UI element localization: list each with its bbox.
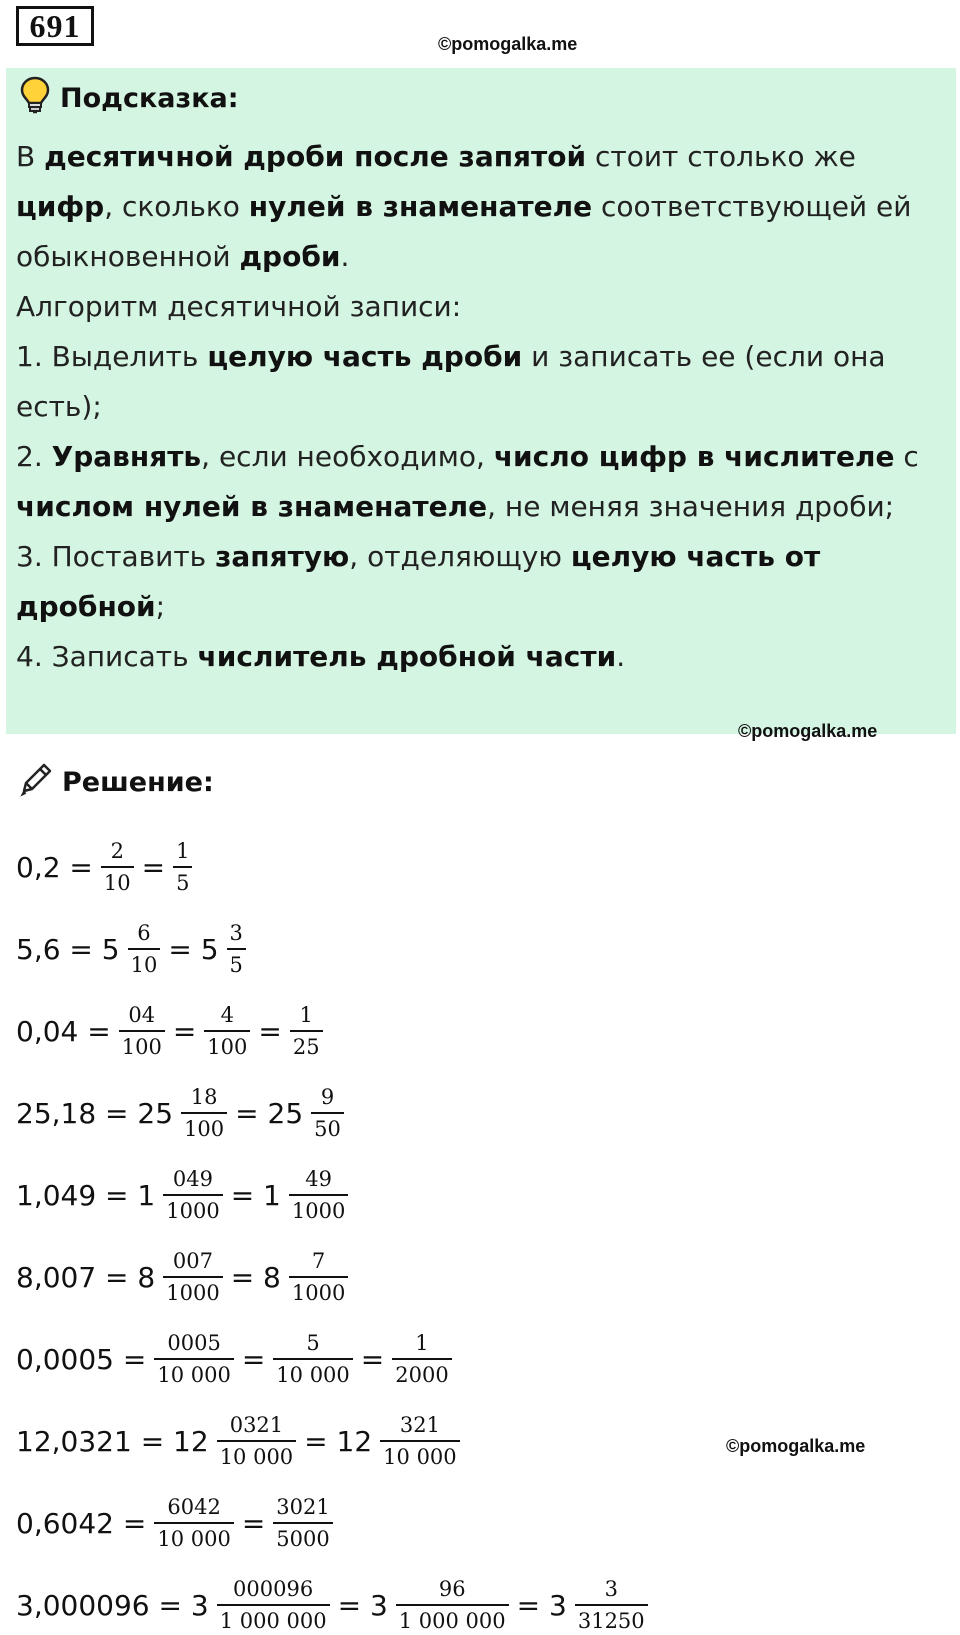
fraction-denominator: 31250 xyxy=(575,1604,648,1635)
equation-text: 3,000096 = 3 xyxy=(16,1588,209,1622)
fraction xyxy=(128,918,161,980)
equation-text: = 25 xyxy=(235,1096,304,1130)
fraction-numerator: 7 xyxy=(311,1249,326,1273)
fraction-denominator: 10 xyxy=(101,866,134,898)
hint-paragraph xyxy=(16,332,941,432)
hint-paragraph xyxy=(16,132,941,282)
fraction-denominator: 50 xyxy=(311,1112,344,1144)
fraction-numerator: 2 xyxy=(110,839,124,863)
equation-text: 8,007 = 8 xyxy=(16,1260,156,1294)
hint-header xyxy=(20,78,239,118)
fraction-numerator: 049 xyxy=(172,1167,213,1191)
fraction-numerator: 49 xyxy=(305,1167,332,1191)
fraction-numerator: 000096 xyxy=(233,1577,314,1601)
hint-paragraph xyxy=(16,632,941,682)
fraction-denominator: 2000 xyxy=(392,1358,451,1390)
fraction-denominator: 5 xyxy=(173,866,192,898)
fraction xyxy=(217,1410,296,1472)
fraction xyxy=(575,1574,648,1635)
fraction-denominator: 5 xyxy=(227,948,246,980)
equation-text: = xyxy=(241,1506,266,1540)
equation-text: = xyxy=(241,1342,266,1376)
fraction-denominator: 1 000 000 xyxy=(396,1604,509,1635)
fraction xyxy=(392,1328,451,1390)
hint-bold-text: нулей в знаменателе xyxy=(248,190,593,223)
fraction-denominator: 10 000 xyxy=(273,1358,352,1390)
equation-text: = 3 xyxy=(516,1588,567,1622)
fraction-denominator: 10 000 xyxy=(154,1358,233,1390)
fraction xyxy=(311,1082,344,1144)
fraction-denominator: 100 xyxy=(204,1030,250,1062)
fraction xyxy=(204,1000,250,1062)
equation-row xyxy=(16,908,916,990)
equation-text: = 3 xyxy=(337,1588,388,1622)
hint-text: , не меняя значения дроби; xyxy=(487,490,895,523)
equation-text: = xyxy=(360,1342,385,1376)
equation-text: 0,2 = xyxy=(16,850,93,884)
fraction-denominator: 1000 xyxy=(163,1276,222,1308)
equation-text: 1,049 = 1 xyxy=(16,1178,156,1212)
fraction-denominator: 1000 xyxy=(163,1194,222,1226)
hint-bold-text: целую часть от дробной xyxy=(16,540,821,623)
equation-row xyxy=(16,990,916,1072)
hint-text: 2. xyxy=(16,440,52,473)
fraction-numerator: 18 xyxy=(190,1085,218,1109)
fraction-denominator: 25 xyxy=(290,1030,323,1062)
hint-bold-text: десятичной дроби после запятой xyxy=(44,140,587,173)
equation-text: 25,18 = 25 xyxy=(16,1096,174,1130)
hint-text: и записать ее (если она есть); xyxy=(16,340,886,423)
fraction-numerator: 3021 xyxy=(276,1495,330,1519)
equation-text: = 5 xyxy=(168,932,219,966)
fraction xyxy=(163,1246,222,1308)
hint-bold-text: Уравнять xyxy=(51,440,202,473)
fraction xyxy=(396,1574,509,1635)
hint-title: Подсказка: xyxy=(60,82,239,114)
pencil-icon xyxy=(18,761,54,804)
problem-number: 691 xyxy=(16,6,94,46)
equation-text: = xyxy=(172,1014,197,1048)
hint-text: Алгоритм десятичной записи: xyxy=(16,290,462,323)
hint-text: В xyxy=(16,140,45,173)
fraction xyxy=(289,1164,348,1226)
fraction-numerator: 3 xyxy=(604,1577,618,1601)
fraction-denominator: 100 xyxy=(119,1030,165,1062)
fraction-numerator: 0321 xyxy=(229,1413,284,1437)
hint-paragraph xyxy=(16,282,941,332)
solution-header xyxy=(18,760,214,804)
hint-box xyxy=(6,68,956,734)
equation-text: 0,0005 = xyxy=(16,1342,147,1376)
equation-row xyxy=(16,1318,916,1400)
fraction xyxy=(227,918,246,980)
fraction-numerator: 1 xyxy=(415,1331,429,1355)
equation-text: = 1 xyxy=(230,1178,281,1212)
equation-row xyxy=(16,1072,916,1154)
hint-text: . xyxy=(616,640,626,673)
equation-row xyxy=(16,826,916,908)
fraction-numerator: 5 xyxy=(306,1331,320,1355)
fraction-numerator: 96 xyxy=(438,1577,466,1601)
fraction xyxy=(154,1492,233,1554)
equation-text: 5,6 = 5 xyxy=(16,932,120,966)
equation-text: 0,6042 = xyxy=(16,1506,147,1540)
equation-text: = 8 xyxy=(230,1260,281,1294)
fraction-denominator: 10 000 xyxy=(154,1522,233,1554)
hint-bold-text: цифр xyxy=(16,190,105,223)
fraction xyxy=(217,1574,330,1635)
hint-text: . xyxy=(340,240,350,273)
hint-text: 1. Выделить xyxy=(16,340,208,373)
solution-title: Решение: xyxy=(62,766,214,798)
hint-text: 4. Записать xyxy=(16,640,198,673)
hint-paragraph xyxy=(16,532,941,632)
fraction-numerator: 3 xyxy=(229,921,243,945)
hint-text: , сколько xyxy=(104,190,249,223)
hint-bold-text: число цифр в числителе xyxy=(493,440,895,473)
fraction xyxy=(163,1164,222,1226)
fraction-numerator: 321 xyxy=(399,1413,440,1437)
fraction-denominator: 5000 xyxy=(273,1522,332,1554)
equation-text: 12,0321 = 12 xyxy=(16,1424,209,1458)
fraction xyxy=(173,836,192,898)
hint-text: , отделяющую xyxy=(349,540,571,573)
equation-text: = xyxy=(258,1014,282,1048)
hint-text: с xyxy=(894,440,919,473)
fraction-numerator: 6 xyxy=(137,921,151,945)
fraction-denominator: 1000 xyxy=(289,1194,348,1226)
fraction xyxy=(273,1492,332,1554)
hint-bold-text: запятую xyxy=(215,540,350,573)
fraction-denominator: 10 000 xyxy=(380,1440,459,1472)
fraction-numerator: 4 xyxy=(220,1003,235,1027)
equation-text: = 12 xyxy=(304,1424,373,1458)
fraction xyxy=(181,1082,227,1144)
fraction xyxy=(273,1328,352,1390)
fraction xyxy=(154,1328,233,1390)
fraction-denominator: 1000 xyxy=(289,1276,348,1308)
hint-text: ; xyxy=(155,590,166,623)
watermark: ©pomogalka.me xyxy=(726,1436,866,1456)
fraction xyxy=(119,1000,165,1062)
fraction xyxy=(101,836,134,898)
equation-row xyxy=(16,1482,916,1564)
hint-body xyxy=(16,132,941,682)
fraction-numerator: 1 xyxy=(299,1003,313,1027)
solution-equations xyxy=(16,826,916,1635)
fraction-denominator: 1 000 000 xyxy=(217,1604,330,1635)
hint-text: соответствующей ей обыкновенной xyxy=(16,190,912,273)
hint-paragraph xyxy=(16,432,941,532)
hint-text: стоит столько же xyxy=(586,140,856,173)
hint-text: 3. Поставить xyxy=(16,540,216,573)
fraction-numerator: 0005 xyxy=(167,1331,221,1355)
fraction xyxy=(380,1410,459,1472)
equation-row xyxy=(16,1564,916,1635)
fraction-denominator: 100 xyxy=(181,1112,227,1144)
equation-row xyxy=(16,1236,916,1318)
fraction-numerator: 04 xyxy=(128,1003,156,1027)
equation-text: = xyxy=(141,850,166,884)
lightbulb-icon xyxy=(20,76,50,121)
fraction-numerator: 9 xyxy=(320,1085,335,1109)
hint-bold-text: числом нулей в знаменателе xyxy=(16,490,488,523)
hint-bold-text: целую часть дроби xyxy=(207,340,523,373)
fraction-denominator: 10 xyxy=(128,948,161,980)
fraction-numerator: 6042 xyxy=(167,1495,221,1519)
fraction-numerator: 1 xyxy=(176,839,190,863)
hint-bold-text: числитель дробной части xyxy=(197,640,617,673)
fraction-denominator: 10 000 xyxy=(217,1440,296,1472)
fraction-numerator: 007 xyxy=(172,1249,213,1273)
hint-bold-text: дроби xyxy=(239,240,341,273)
equation-text: 0,04 = xyxy=(16,1014,111,1048)
fraction xyxy=(290,1000,323,1062)
watermark: ©pomogalka.me xyxy=(738,721,878,741)
hint-text: , если необходимо, xyxy=(201,440,494,473)
fraction xyxy=(289,1246,348,1308)
watermark: ©pomogalka.me xyxy=(438,34,578,54)
equation-row xyxy=(16,1154,916,1236)
